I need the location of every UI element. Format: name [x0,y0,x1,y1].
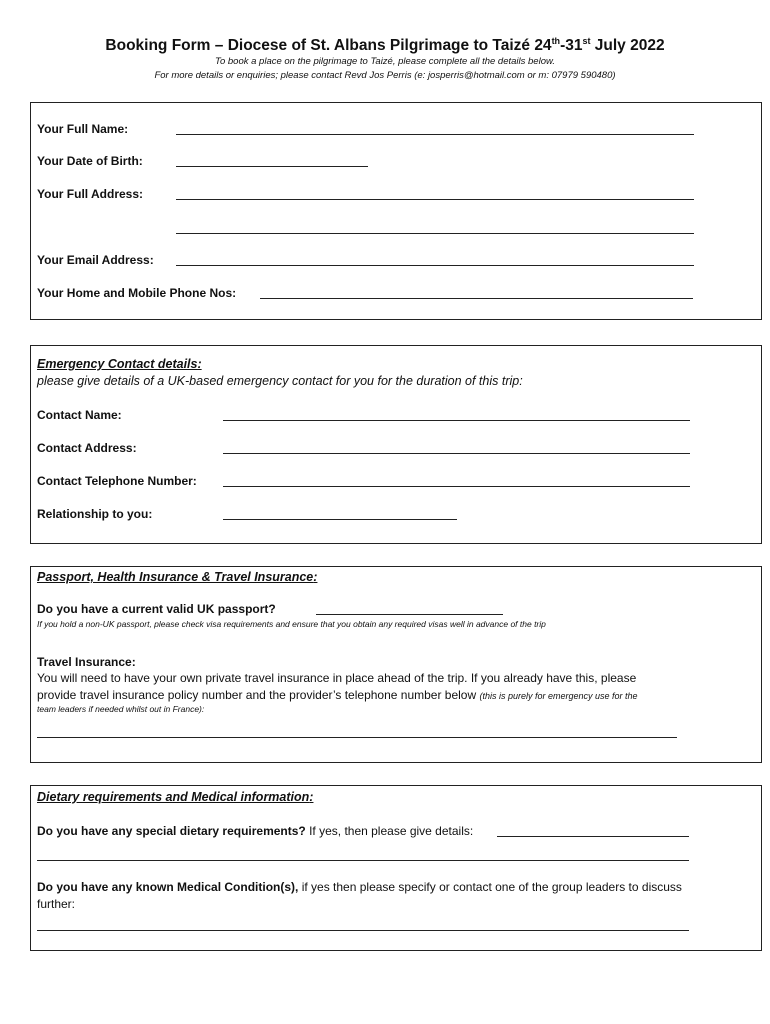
dob-label: Your Date of Birth: [37,154,143,168]
dietary-details-field-2[interactable] [37,860,689,861]
medical-question: Do you have any known Medical Condition(s), if yes then please specify or contact one of the group leaders to discuss [37,880,682,894]
dietary-question: Do you have any special dietary requirements? If yes, then please give details: [37,824,474,838]
contact-name-field[interactable] [223,420,690,421]
contact-phone-label: Contact Telephone Number: [37,474,197,488]
medical-question-cont: further: [37,897,76,911]
insurance-text-2: provide travel insurance policy number and the provider’s telephone number below (this is purely for emergency use for the [37,688,638,702]
insurance-note-2: team leaders if needed whilst out in France): [37,704,205,714]
phone-label: Your Home and Mobile Phone Nos: [37,286,237,300]
full-name-label: Your Full Name: [37,122,129,136]
dob-field[interactable] [176,166,368,167]
passport-insurance-section [30,566,762,763]
emergency-heading: Emergency Contact details: [37,357,202,371]
insurance-label: Travel Insurance: [37,655,136,669]
medical-details-field[interactable] [37,930,689,931]
dietary-heading: Dietary requirements and Medical information: [37,790,314,804]
email-label: Your Email Address: [37,253,154,267]
contact-address-label: Contact Address: [37,441,137,455]
contact-address-field[interactable] [223,453,690,454]
relationship-field[interactable] [223,519,457,520]
intro-line-2: For more details or enquiries; please contact Revd Jos Perris (e: josperris@hotmail.com or m: 07979 590480) [154,70,616,81]
contact-phone-field[interactable] [223,486,690,487]
address-field-line-2[interactable] [176,233,694,234]
insurance-text-1: You will need to have your own private travel insurance in place ahead of the trip. If you already have this, please [37,671,637,685]
passport-heading: Passport, Health Insurance & Travel Insurance: [37,570,318,584]
phone-field[interactable] [260,298,693,299]
page-title: Booking Form – Diocese of St. Albans Pilgrimage to Taizé 24th-31st July 2022 [105,36,665,55]
insurance-details-field[interactable] [37,737,677,738]
passport-question: Do you have a current valid UK passport? [37,602,276,616]
dietary-details-field-1[interactable] [497,836,689,837]
dietary-medical-section [30,785,762,951]
passport-note: If you hold a non-UK passport, please check visa requirements and ensure that you obtain any required visas well in advance of the trip [37,619,546,629]
email-field[interactable] [176,265,694,266]
address-label: Your Full Address: [37,187,144,201]
address-field-line-1[interactable] [176,199,694,200]
intro-line-1: To book a place on the pilgrimage to Taizé, please complete all the details below. [215,56,555,67]
passport-answer-field[interactable] [316,614,503,615]
emergency-intro: please give details of a UK-based emergency contact for you for the duration of this trip: [37,374,523,388]
contact-name-label: Contact Name: [37,408,122,422]
relationship-label: Relationship to you: [37,507,153,521]
full-name-field[interactable] [176,134,694,135]
